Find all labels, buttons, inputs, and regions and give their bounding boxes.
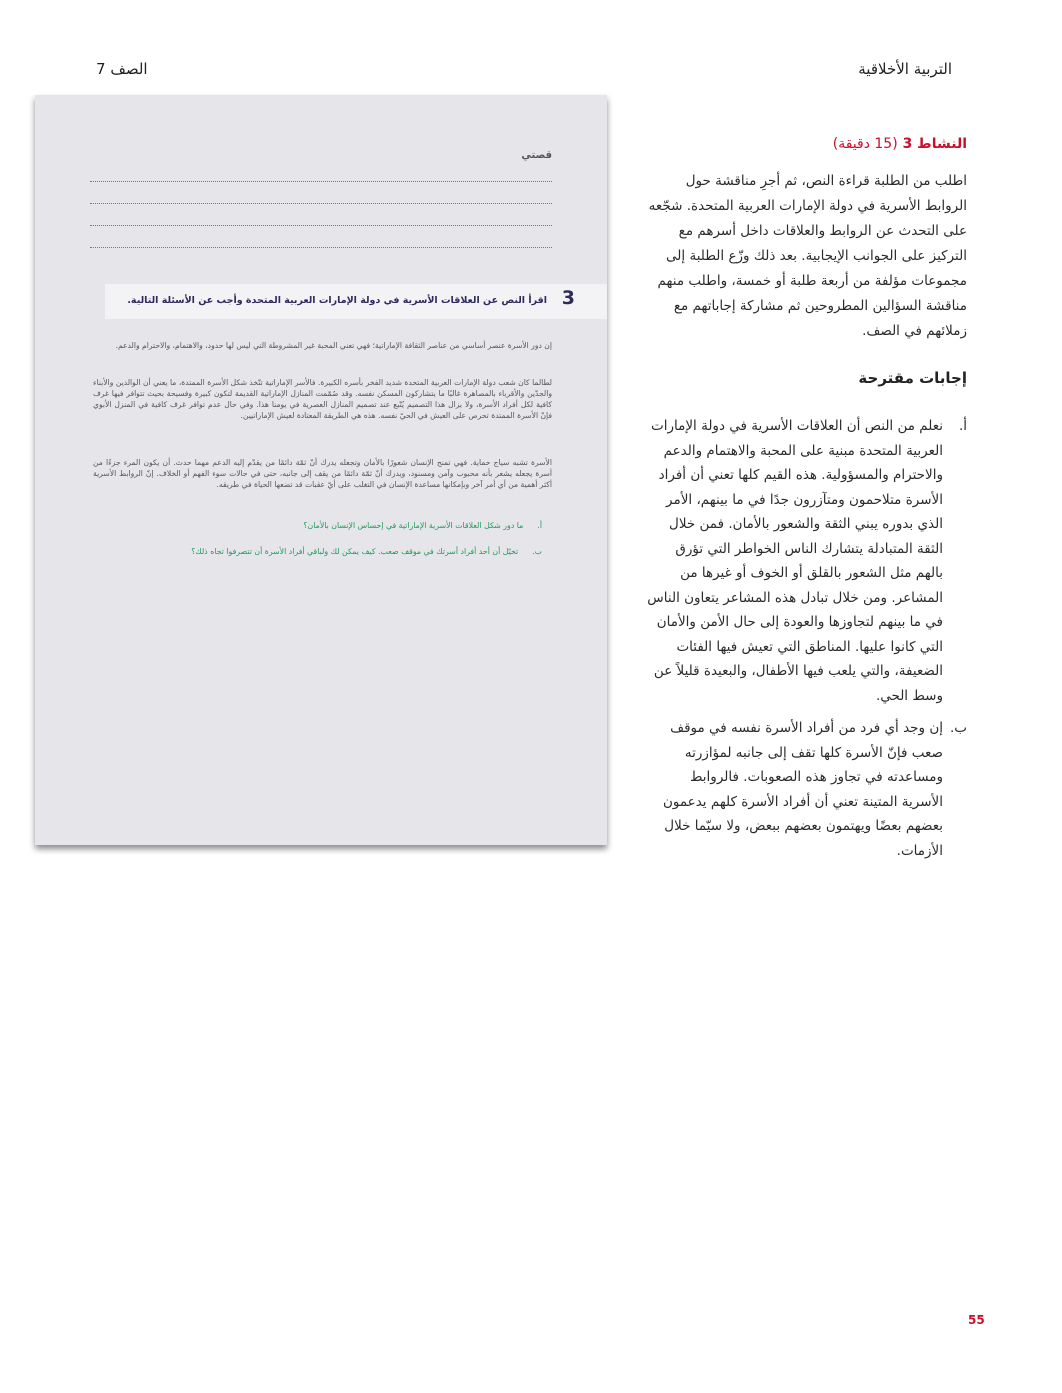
writing-line [90,225,552,226]
activity-label: النشاط 3 [902,136,967,152]
list-marker: ب. [949,720,967,736]
grade-label: الصف 7 [96,60,148,78]
activity-title [645,136,967,152]
answer-text: إن وجد أي فرد من أفراد الأسرة نفسه في موقف صعب فإنّ الأسرة كلها تقف إلى جانبه لمؤازرته ومساعدته في تجاوز هذه الصعوبات. فالروابط الأسرية المتينة تعني أن أفراد الأسرة كلهم يدعمون بعضهم بعضًا ويهتمون بعضهم ببعض، ولا سيّما خلال الأزمات. [662,720,943,859]
answer-text: نعلم من النص أن العلاقات الأسرية في دولة الإمارات العربية المتحدة مبنية على المحبة والاهتمام والدعم والاحترام والمسؤولية. هذه القيم كلها تعني أن أفراد الأسرة متلاحمون ومتآزرون جدًا في ما بينهم، الأمر الذي بدوره يبني الثقة والشعور بالأمان. فمن خلال الثقة المتبادلة يتشارك الناس الخواطر التي تؤرق بالهم مثل الشعور بالقلق أو الخوف أو غيرها من المشاعر. ومن خلال تبادل هذه المشاعر يتعاون الناس في ما بينهم لتجاوزها والعودة إلى حال الأمن والأمان التي كانوا عليها. المناطق التي تعيش فيها الفئات الضعيفة، والتي يلعب فيها الأطفال، والبعيدة قليلاً عن وسط الحي. [647,418,943,704]
question-text: تخيّل أن أحد أفراد أسرتك في موقف صعب. كيف يمكن لك ولباقي أفراد الأسرة أن تتصرفوا تجاه ذلك؟ [191,547,519,556]
list-item [645,414,967,708]
reading-paragraph: لطالما كان شعب دولة الإمارات العربية المتحدة شديد الفخر بأسره الكبيرة. فالأسر الإماراتية تتّخذ شكل الأسرة الممتدة، ما يعني أن الوالدين والأبناء والجدّين والأقرباء بالمصاهرة غالبًا ما يتشاركون المسكن نفسه. وقد صُمّمت المنازل الإماراتية القديمة لتكون كبيرة وفسيحة بحيث تتوافر فيها غرف كافية لكل أفراد الأسرة، ولا يزال هذا التصميم يُتّبع عند تصميم المنازل العصرية في يومنا هذا. وفي حال عدم توافر غرف كافية في المنزل الأبوي فإنّ الأسرة الممتدة تحرص على العيش في الحيّ نفسه. هذه هي الطريقة المعتادة لعيش الإماراتيين. [93,378,552,420]
list-marker: أ. [958,418,967,434]
question-text: ما دور شكل العلاقات الأسرية الإماراتية في إحساس الإنسان بالأمان؟ [303,521,524,530]
writing-line [90,247,552,248]
reading-paragraph: إن دور الأسرة عنصر أساسي من عناصر الثقافة الإماراتية؛ فهي تعني المحبة غير المشروطة التي ليس لها حدود، والاهتمام، والاحترام والدعم. [115,341,552,350]
student-page-preview [35,95,607,845]
question-number: 3 [561,287,575,309]
answers-heading: إجابات مقترحة [858,369,967,387]
answers-list [645,414,967,871]
subject-title: التربية الأخلاقية [858,60,952,78]
question-marker: أ. [537,521,542,530]
activity-duration: (15 دقيقة) [832,136,898,152]
reading-question [191,547,542,556]
question-marker: ب. [532,547,542,556]
writing-line [90,203,552,204]
question-prompt: اقرأ النص عن العلاقات الأسرية في دولة الإمارات العربية المتحدة وأجب عن الأسئلة التالية. [127,295,547,306]
activity-instructions: اطلب من الطلبة قراءة النص، ثم أجرِ مناقشة حول الروابط الأسرية في دولة الإمارات العربية المتحدة. شجّعه على التحدث عن الروابط والعلاقات داخل أسرهم مع التركيز على الجوانب الإيجابية. بعد ذلك وزّع الطلبة إلى مجموعات مؤلفة من أربعة طلبة أو خمسة، واطلب منهم مناقشة السؤالين المطروحين ثم مشاركة إجاباتهم مع زملائهم في الصف. [648,173,967,339]
list-item [645,716,967,863]
page-number: 55 [968,1313,985,1327]
reading-question [303,521,542,530]
reading-paragraph: الأسرة تشبه سياج حماية. فهي تمنح الإنسان شعورًا بالأمان وتجعله يدرك أنّ ثمّة دائمًا من يقدّم إليه الدعم مهما حدث. أن يكون المرء جزءًا من أسرة يجعله يشعر بأنه محبوب وآمن ومسنود، ويدرك أنّ ثمّة دائمًا من يقف إلى جانبه، حتى في حالات سوء الفهم أو الخلاف. إنّ الروابط الأسرية أكثر أهمية من أي أمر آخر وبإمكانها مساعدة الإنسان في التغلب على أيّ عقبات قد تضعها الحياة في طريقه. [93,458,552,489]
question-banner [105,284,607,319]
story-title: قصتي [521,150,552,161]
writing-line [90,181,552,182]
